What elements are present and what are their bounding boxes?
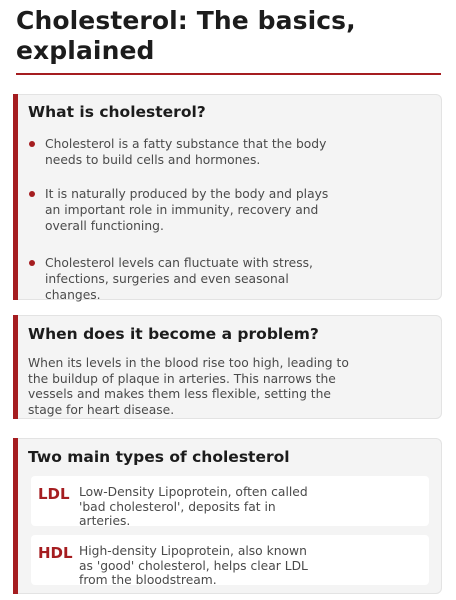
section-heading: When does it become a problem? (28, 325, 319, 343)
card-what-is-cholesterol (13, 94, 442, 300)
list-item (29, 186, 429, 234)
section-paragraph: When its levels in the blood rise too high, leading to the buildup of plaque in arteries. This narrows the vessels and makes them less flexible, setting the stage for heart disease. (28, 356, 349, 417)
bullet-dot-icon (29, 141, 35, 147)
card-cholesterol-types (13, 438, 442, 594)
list-item (29, 136, 429, 168)
type-item-hdl (31, 535, 429, 585)
type-item-ldl (31, 476, 429, 526)
list-item-text: It is naturally produced by the body and plays an important role in immunity, recovery and overall functioning. (45, 187, 329, 233)
card-when-problem (13, 315, 442, 419)
list-item (29, 255, 429, 303)
type-abbreviation: LDL (38, 485, 70, 503)
type-description: High-density Lipoprotein, also known as 'good' cholesterol, helps clear LDL from the bloodstream. (79, 544, 308, 587)
list-item-text: Cholesterol is a fatty substance that the body needs to build cells and hormones. (45, 137, 327, 167)
bullet-dot-icon (29, 260, 35, 266)
section-heading: Two main types of cholesterol (28, 448, 290, 466)
bullet-dot-icon (29, 191, 35, 197)
section-heading: What is cholesterol? (28, 103, 206, 121)
type-abbreviation: HDL (38, 544, 73, 562)
type-description: Low-Density Lipoprotein, often called 'bad cholesterol', deposits fat in arteries. (79, 485, 308, 528)
list-item-text: Cholesterol levels can fluctuate with stress, infections, surgeries and even seasonal changes. (45, 256, 313, 302)
page-title: Cholesterol: The basics, explained (16, 6, 356, 65)
title-divider (16, 73, 441, 75)
